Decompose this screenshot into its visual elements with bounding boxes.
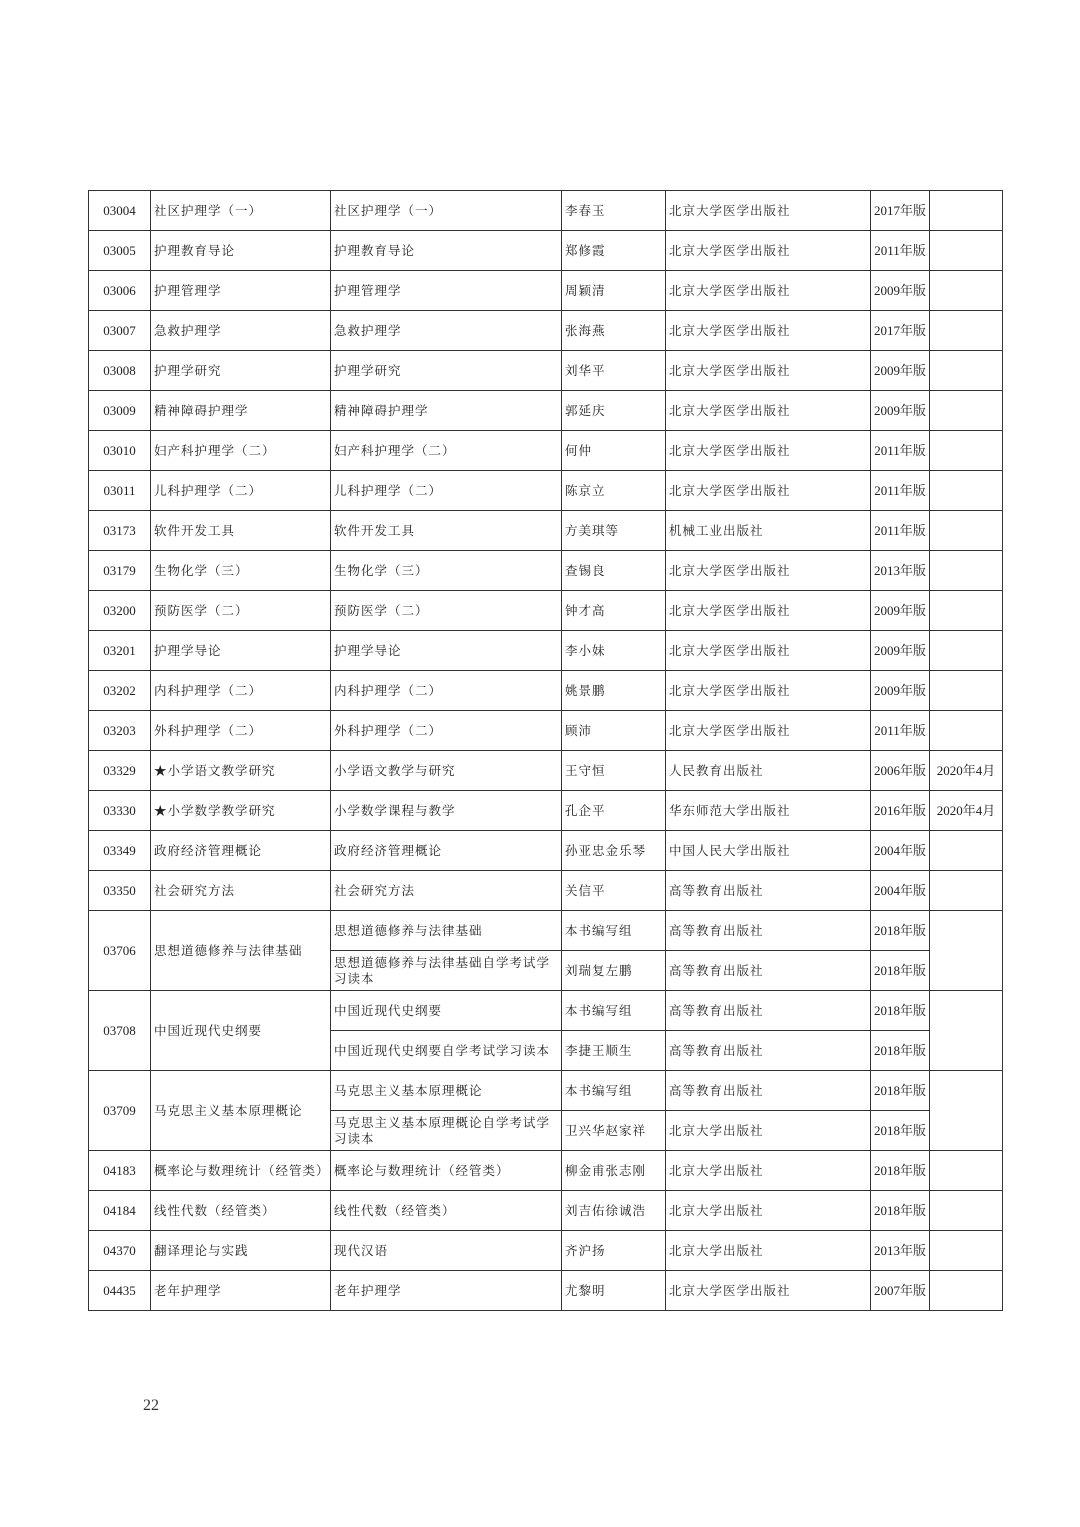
textbook-title: 护理学研究	[331, 351, 562, 391]
course-code: 03709	[89, 1071, 151, 1151]
textbook-title: 概率论与数理统计（经管类）	[331, 1151, 562, 1191]
textbook-publisher: 北京大学医学出版社	[666, 631, 871, 671]
course-code: 03179	[89, 551, 151, 591]
textbook-title: 妇产科护理学（二）	[331, 431, 562, 471]
textbook-title: 社区护理学（一）	[331, 191, 562, 231]
table-row	[89, 431, 1003, 471]
textbook-edition: 2007年版	[871, 1271, 930, 1311]
exam-date-note	[930, 271, 1003, 311]
course-name: 社区护理学（一）	[151, 191, 331, 231]
table-row	[89, 1071, 1003, 1111]
table-row	[89, 231, 1003, 271]
exam-date-note	[930, 1271, 1003, 1311]
textbook-author: 王守恒	[562, 751, 666, 791]
course-name: 预防医学（二）	[151, 591, 331, 631]
textbook-author: 齐沪扬	[562, 1231, 666, 1271]
textbook-edition: 2004年版	[871, 871, 930, 911]
exam-date-note	[930, 551, 1003, 591]
course-name: 软件开发工具	[151, 511, 331, 551]
textbook-edition: 2018年版	[871, 991, 930, 1031]
textbook-edition: 2018年版	[871, 911, 930, 951]
textbook-edition: 2009年版	[871, 591, 930, 631]
textbook-title: 中国近现代史纲要自学考试学习读本	[331, 1031, 562, 1071]
course-name: 马克思主义基本原理概论	[151, 1071, 331, 1151]
table-row	[89, 751, 1003, 791]
textbook-title: 预防医学（二）	[331, 591, 562, 631]
textbook-edition: 2011年版	[871, 511, 930, 551]
textbook-author: 关信平	[562, 871, 666, 911]
table-row	[89, 311, 1003, 351]
course-code: 03350	[89, 871, 151, 911]
textbook-edition: 2011年版	[871, 471, 930, 511]
table-row	[89, 1191, 1003, 1231]
exam-date-note	[930, 911, 1003, 991]
textbook-author: 钟才高	[562, 591, 666, 631]
textbook-title: 思想道德修养与法律基础	[331, 911, 562, 951]
textbook-publisher: 中国人民大学出版社	[666, 831, 871, 871]
course-code: 03329	[89, 751, 151, 791]
textbook-table	[88, 190, 1003, 1311]
course-name: 政府经济管理概论	[151, 831, 331, 871]
textbook-publisher: 高等教育出版社	[666, 991, 871, 1031]
textbook-author: 本书编写组	[562, 991, 666, 1031]
course-name: 护理管理学	[151, 271, 331, 311]
textbook-publisher: 北京大学医学出版社	[666, 671, 871, 711]
textbook-publisher: 高等教育出版社	[666, 871, 871, 911]
course-name: 外科护理学（二）	[151, 711, 331, 751]
exam-date-note	[930, 1231, 1003, 1271]
table-row	[89, 1231, 1003, 1271]
textbook-edition: 2018年版	[871, 1071, 930, 1111]
course-name: 急救护理学	[151, 311, 331, 351]
textbook-title: 老年护理学	[331, 1271, 562, 1311]
exam-date-note	[930, 631, 1003, 671]
textbook-publisher: 高等教育出版社	[666, 1031, 871, 1071]
exam-date-note	[930, 351, 1003, 391]
course-name: 老年护理学	[151, 1271, 331, 1311]
exam-date-note	[930, 231, 1003, 271]
course-name: 线性代数（经管类）	[151, 1191, 331, 1231]
textbook-edition: 2013年版	[871, 1231, 930, 1271]
course-code: 03005	[89, 231, 151, 271]
course-code: 03011	[89, 471, 151, 511]
table-body	[89, 191, 1003, 1311]
course-code: 03009	[89, 391, 151, 431]
textbook-author: 本书编写组	[562, 911, 666, 951]
textbook-author: 查锡良	[562, 551, 666, 591]
textbook-author: 陈京立	[562, 471, 666, 511]
textbook-title: 软件开发工具	[331, 511, 562, 551]
course-code: 04184	[89, 1191, 151, 1231]
course-code: 03706	[89, 911, 151, 991]
page-number: 22	[143, 1397, 159, 1414]
course-name: 精神障碍护理学	[151, 391, 331, 431]
course-code: 03173	[89, 511, 151, 551]
textbook-publisher: 北京大学出版社	[666, 1111, 871, 1151]
exam-date-note	[930, 1071, 1003, 1151]
course-code: 03007	[89, 311, 151, 351]
textbook-edition: 2011年版	[871, 231, 930, 271]
table-row	[89, 191, 1003, 231]
course-code: 03203	[89, 711, 151, 751]
textbook-edition: 2009年版	[871, 671, 930, 711]
table-row	[89, 831, 1003, 871]
exam-date-note: 2020年4月	[930, 791, 1003, 831]
textbook-edition: 2018年版	[871, 1031, 930, 1071]
exam-date-note	[930, 471, 1003, 511]
textbook-title: 政府经济管理概论	[331, 831, 562, 871]
textbook-title: 护理学导论	[331, 631, 562, 671]
textbook-title: 现代汉语	[331, 1231, 562, 1271]
course-name: 概率论与数理统计（经管类）	[151, 1151, 331, 1191]
table-row	[89, 631, 1003, 671]
textbook-title: 外科护理学（二）	[331, 711, 562, 751]
exam-date-note	[930, 671, 1003, 711]
course-code: 03202	[89, 671, 151, 711]
textbook-author: 姚景鹏	[562, 671, 666, 711]
course-code: 04183	[89, 1151, 151, 1191]
textbook-edition: 2018年版	[871, 1151, 930, 1191]
textbook-author: 郭延庆	[562, 391, 666, 431]
textbook-publisher: 北京大学医学出版社	[666, 351, 871, 391]
table-row	[89, 511, 1003, 551]
textbook-title: 线性代数（经管类）	[331, 1191, 562, 1231]
course-code: 03008	[89, 351, 151, 391]
textbook-publisher: 北京大学医学出版社	[666, 311, 871, 351]
table-row	[89, 911, 1003, 951]
table-row	[89, 791, 1003, 831]
textbook-edition: 2018年版	[871, 1191, 930, 1231]
textbook-edition: 2018年版	[871, 951, 930, 991]
textbook-publisher: 华东师范大学出版社	[666, 791, 871, 831]
textbook-author: 李捷王顺生	[562, 1031, 666, 1071]
textbook-edition: 2006年版	[871, 751, 930, 791]
textbook-edition: 2016年版	[871, 791, 930, 831]
textbook-author: 刘瑞复左鹏	[562, 951, 666, 991]
course-code: 03201	[89, 631, 151, 671]
textbook-title: 护理管理学	[331, 271, 562, 311]
textbook-publisher: 北京大学出版社	[666, 1191, 871, 1231]
textbook-publisher: 高等教育出版社	[666, 911, 871, 951]
course-name: 思想道德修养与法律基础	[151, 911, 331, 991]
textbook-title: 思想道德修养与法律基础自学考试学习读本	[331, 951, 562, 991]
textbook-publisher: 北京大学医学出版社	[666, 231, 871, 271]
textbook-author: 孙亚忠金乐琴	[562, 831, 666, 871]
textbook-edition: 2009年版	[871, 351, 930, 391]
textbook-publisher: 人民教育出版社	[666, 751, 871, 791]
textbook-publisher: 高等教育出版社	[666, 951, 871, 991]
exam-date-note	[930, 431, 1003, 471]
exam-date-note	[930, 391, 1003, 431]
textbook-author: 张海燕	[562, 311, 666, 351]
textbook-edition: 2011年版	[871, 711, 930, 751]
course-name: 妇产科护理学（二）	[151, 431, 331, 471]
textbook-edition: 2009年版	[871, 391, 930, 431]
textbook-author: 郑修霞	[562, 231, 666, 271]
course-code: 03708	[89, 991, 151, 1071]
course-name: 翻译理论与实践	[151, 1231, 331, 1271]
exam-date-note	[930, 711, 1003, 751]
textbook-title: 马克思主义基本原理概论	[331, 1071, 562, 1111]
course-code: 03006	[89, 271, 151, 311]
exam-date-note	[930, 1191, 1003, 1231]
table-row	[89, 671, 1003, 711]
textbook-edition: 2018年版	[871, 1111, 930, 1151]
textbook-author: 尤黎明	[562, 1271, 666, 1311]
table-row	[89, 351, 1003, 391]
course-name: 内科护理学（二）	[151, 671, 331, 711]
textbook-author: 李春玉	[562, 191, 666, 231]
table-row	[89, 1271, 1003, 1311]
exam-date-note	[930, 311, 1003, 351]
exam-date-note	[930, 591, 1003, 631]
textbook-publisher: 北京大学医学出版社	[666, 431, 871, 471]
textbook-title: 马克思主义基本原理概论自学考试学习读本	[331, 1111, 562, 1151]
textbook-author: 顾沛	[562, 711, 666, 751]
table-row	[89, 471, 1003, 511]
exam-date-note	[930, 1151, 1003, 1191]
textbook-publisher: 北京大学医学出版社	[666, 391, 871, 431]
textbook-author: 周颖清	[562, 271, 666, 311]
textbook-edition: 2017年版	[871, 311, 930, 351]
course-code: 03004	[89, 191, 151, 231]
course-name: ★小学语文教学研究	[151, 751, 331, 791]
course-code: 03200	[89, 591, 151, 631]
textbook-author: 刘华平	[562, 351, 666, 391]
table-row	[89, 551, 1003, 591]
course-name: ★小学数学教学研究	[151, 791, 331, 831]
table-row	[89, 591, 1003, 631]
textbook-author: 何仲	[562, 431, 666, 471]
exam-date-note	[930, 991, 1003, 1071]
course-name: 社会研究方法	[151, 871, 331, 911]
textbook-title: 生物化学（三）	[331, 551, 562, 591]
exam-date-note	[930, 831, 1003, 871]
textbook-publisher: 北京大学出版社	[666, 1151, 871, 1191]
textbook-publisher: 北京大学医学出版社	[666, 551, 871, 591]
course-name: 护理学导论	[151, 631, 331, 671]
textbook-publisher: 北京大学医学出版社	[666, 1271, 871, 1311]
course-name: 中国近现代史纲要	[151, 991, 331, 1071]
exam-date-note	[930, 511, 1003, 551]
textbook-author: 柳金甫张志刚	[562, 1151, 666, 1191]
course-code: 04370	[89, 1231, 151, 1271]
textbook-publisher: 高等教育出版社	[666, 1071, 871, 1111]
textbook-author: 方美琪等	[562, 511, 666, 551]
textbook-title: 急救护理学	[331, 311, 562, 351]
textbook-edition: 2013年版	[871, 551, 930, 591]
textbook-author: 李小妹	[562, 631, 666, 671]
table-row	[89, 391, 1003, 431]
table-row	[89, 1151, 1003, 1191]
textbook-title: 小学数学课程与教学	[331, 791, 562, 831]
textbook-title: 中国近现代史纲要	[331, 991, 562, 1031]
textbook-publisher: 北京大学出版社	[666, 1231, 871, 1271]
table-row	[89, 871, 1003, 911]
textbook-edition: 2009年版	[871, 631, 930, 671]
table-row	[89, 991, 1003, 1031]
textbook-publisher: 北京大学医学出版社	[666, 591, 871, 631]
textbook-title: 社会研究方法	[331, 871, 562, 911]
course-code: 04435	[89, 1271, 151, 1311]
textbook-edition: 2011年版	[871, 431, 930, 471]
textbook-publisher: 北京大学医学出版社	[666, 711, 871, 751]
course-code: 03349	[89, 831, 151, 871]
table-row	[89, 711, 1003, 751]
textbook-edition: 2009年版	[871, 271, 930, 311]
textbook-edition: 2004年版	[871, 831, 930, 871]
textbook-author: 本书编写组	[562, 1071, 666, 1111]
textbook-title: 小学语文教学与研究	[331, 751, 562, 791]
course-name: 护理教育导论	[151, 231, 331, 271]
course-code: 03330	[89, 791, 151, 831]
course-name: 儿科护理学（二）	[151, 471, 331, 511]
textbook-author: 孔企平	[562, 791, 666, 831]
textbook-publisher: 北京大学医学出版社	[666, 191, 871, 231]
textbook-title: 精神障碍护理学	[331, 391, 562, 431]
exam-date-note	[930, 191, 1003, 231]
textbook-title: 儿科护理学（二）	[331, 471, 562, 511]
textbook-publisher: 北京大学医学出版社	[666, 471, 871, 511]
exam-date-note: 2020年4月	[930, 751, 1003, 791]
textbook-publisher: 机械工业出版社	[666, 511, 871, 551]
textbook-author: 刘吉佑徐诚浩	[562, 1191, 666, 1231]
textbook-title: 护理教育导论	[331, 231, 562, 271]
textbook-edition: 2017年版	[871, 191, 930, 231]
textbook-title: 内科护理学（二）	[331, 671, 562, 711]
textbook-publisher: 北京大学医学出版社	[666, 271, 871, 311]
course-code: 03010	[89, 431, 151, 471]
exam-date-note	[930, 871, 1003, 911]
course-name: 生物化学（三）	[151, 551, 331, 591]
table-row	[89, 271, 1003, 311]
textbook-author: 卫兴华赵家祥	[562, 1111, 666, 1151]
course-name: 护理学研究	[151, 351, 331, 391]
